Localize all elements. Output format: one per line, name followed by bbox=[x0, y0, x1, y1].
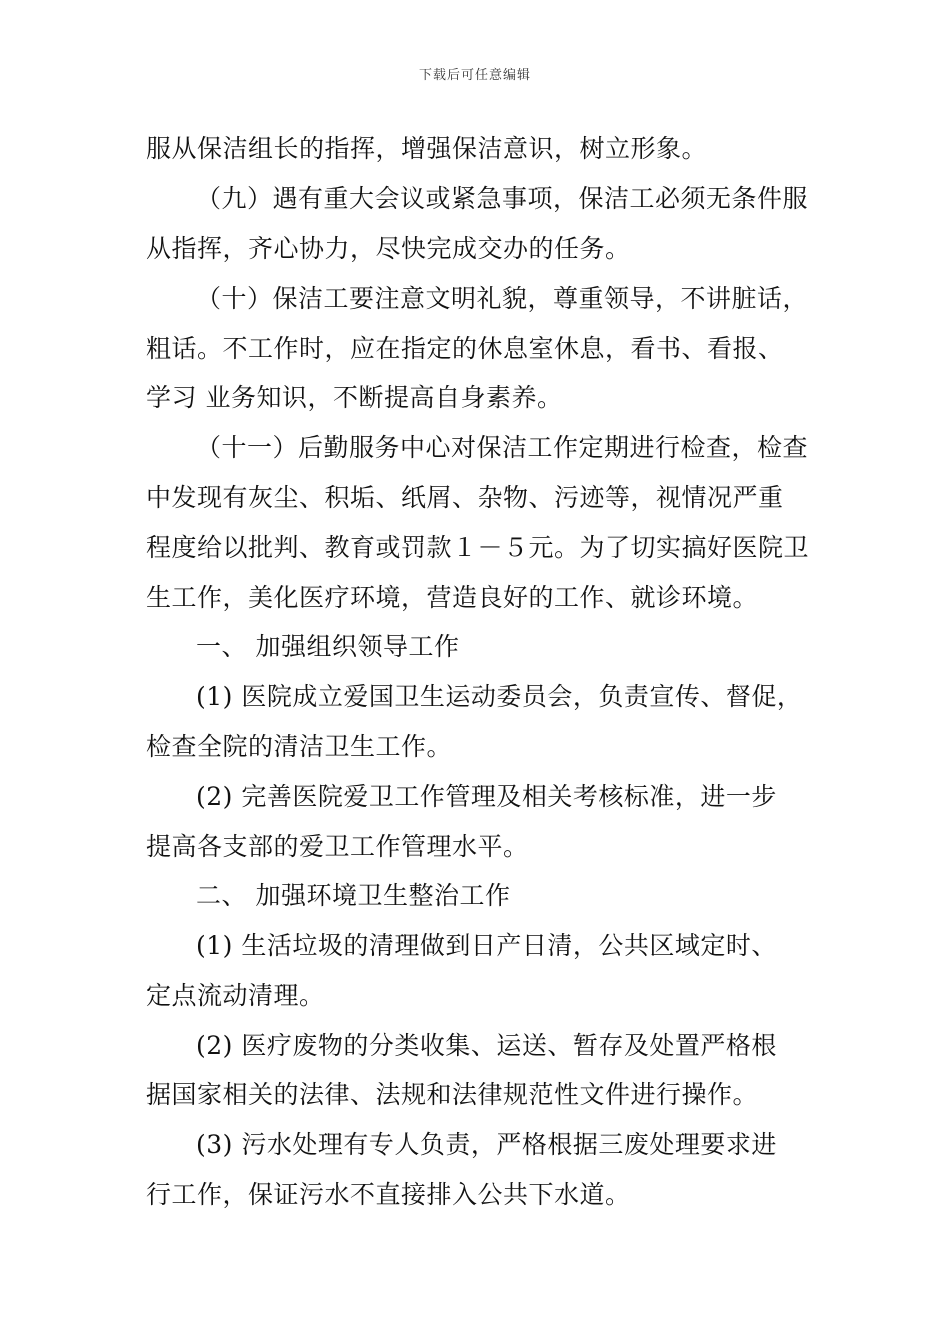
section-heading: 二、 加强环境卫生整治工作 bbox=[196, 881, 511, 910]
text-line: (3) 污水处理有专人负责，严格根据三废处理要求进 bbox=[196, 1130, 777, 1159]
text-line: 生工作，美化医疗环境，营造良好的工作、就诊环境。 bbox=[146, 583, 759, 612]
text-line: 中发现有灰尘、积垢、纸屑、杂物、污迹等，视情况严重 bbox=[146, 483, 784, 512]
text-line: (1) 医院成立爱国卫生运动委员会，负责宣传、督促， bbox=[196, 682, 803, 711]
text-line: (1) 生活垃圾的清理做到日产日清，公共区域定时、 bbox=[196, 931, 777, 960]
text-line: 服从保洁组长的指挥，增强保洁意识，树立形象。 bbox=[146, 134, 708, 163]
text-line: （九）遇有重大会议或紧急事项，保洁工必须无条件服 bbox=[196, 184, 809, 213]
text-line: 从指挥，齐心协力，尽快完成交办的任务。 bbox=[146, 234, 631, 263]
text-line: 粗话。不工作时，应在指定的休息室休息，看书、看报、 bbox=[146, 334, 784, 363]
text-line: （十一）后勤服务中心对保洁工作定期进行检查，检查 bbox=[196, 433, 809, 462]
text-line: 学习 业务知识，不断提高自身素养。 bbox=[146, 383, 563, 412]
text-line: 定点流动清理。 bbox=[146, 981, 325, 1010]
page-header-note: 下载后可任意编辑 bbox=[418, 68, 531, 83]
section-heading: 一、 加强组织领导工作 bbox=[196, 632, 460, 661]
text-line: (2) 完善医院爱卫工作管理及相关考核标准，进一步 bbox=[196, 782, 777, 811]
text-line: 据国家相关的法律、法规和法律规范性文件进行操作。 bbox=[146, 1080, 759, 1109]
text-line: 程度给以批判、教育或罚款１－５元。为了切实搞好医院卫 bbox=[146, 533, 810, 562]
text-line: 提高各支部的爱卫工作管理水平。 bbox=[146, 832, 529, 861]
text-line: （十）保洁工要注意文明礼貌，尊重领导，不讲脏话， bbox=[196, 284, 809, 313]
text-line: 检查全院的清洁卫生工作。 bbox=[146, 732, 453, 761]
text-line: 行工作，保证污水不直接排入公共下水道。 bbox=[146, 1180, 631, 1209]
text-line: (2) 医疗废物的分类收集、运送、暂存及处置严格根 bbox=[196, 1031, 777, 1060]
